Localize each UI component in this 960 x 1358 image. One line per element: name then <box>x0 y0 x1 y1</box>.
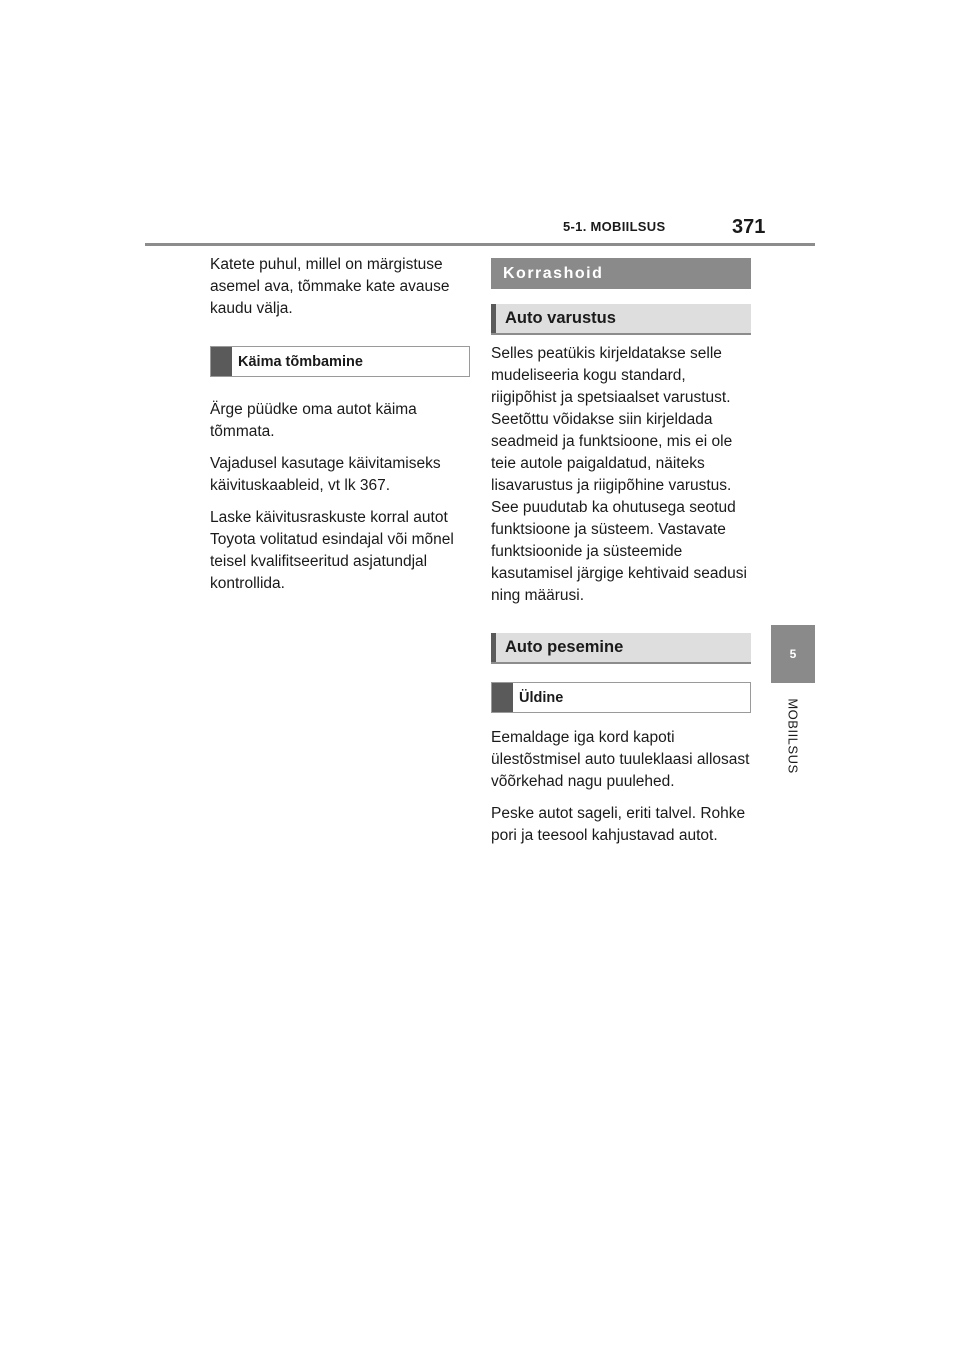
topic-heading-auto-varustus <box>491 304 751 335</box>
paragraph: Selles peatükis kirjeldatakse selle mudeliseeria kogu standard, riigipõhist ja spetsiaalset varustust. Seetõttu võidakse siin kirjeldada seadmeid ja funktsioone, mis ei ole teie autole paigaldatud, näiteks lisavarustus ja riigipõhine varustus. See puudutab ka ohutusega seotud funktsioone ja süsteem. Vastavate funktsioonide ja süsteemide kasutamisel järgige kehtivaid seadusi ning määrusi. <box>491 345 747 604</box>
left-column <box>210 254 470 605</box>
header-divider <box>145 243 815 246</box>
subsection-heading-label: Käima tõmbamine <box>238 353 363 370</box>
page-number: 371 <box>732 216 766 238</box>
subsection-heading-uldine <box>491 682 751 713</box>
topic-heading-label: Auto pesemine <box>505 638 624 656</box>
intro-paragraph: Katete puhul, millel on märgistuse asemel ava, tõmmake kate avause kaudu välja. <box>210 256 450 317</box>
topic-heading-auto-pesemine <box>491 633 751 664</box>
paragraph: Laske käivitusraskuste korral autot Toyota volitatud esindajal või mõnel teisel kvalifitseeritud asjatundjal kontrollida. <box>210 509 454 592</box>
right-column <box>491 258 751 857</box>
topic-heading-label: Auto varustus <box>505 309 616 327</box>
section-heading-korrashoid <box>491 258 751 289</box>
paragraph: Peske autot sageli, eriti talvel. Rohke pori ja teesool kahjustavad autot. <box>491 805 746 844</box>
paragraph: Ärge püüdke oma autot käima tõmmata. <box>210 401 417 440</box>
paragraph: Eemaldage iga kord kapoti ülestõstmisel auto tuuleklaasi allosast võõrkehad nagu puulehed. <box>491 729 750 790</box>
header-section-title: 5-1. MOBIILSUS <box>563 219 666 234</box>
paragraph: Vajadusel kasutage käivitamiseks käivituskaableid, vt lk 367. <box>210 455 441 494</box>
heading-marker <box>492 683 513 712</box>
heading-marker <box>491 304 496 333</box>
chapter-label: MOBIILSUS <box>785 698 801 774</box>
heading-marker <box>211 347 232 376</box>
chapter-tab[interactable] <box>771 625 815 683</box>
section-heading-label: Korrashoid <box>503 264 604 282</box>
subsection-heading-label: Üldine <box>519 689 564 706</box>
heading-marker <box>491 633 496 662</box>
subsection-heading-kaima-tombamine <box>210 346 470 377</box>
chapter-number: 5 <box>789 647 797 661</box>
